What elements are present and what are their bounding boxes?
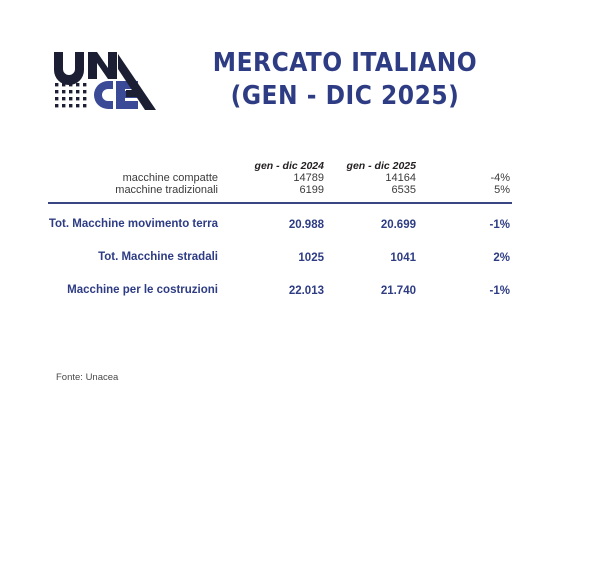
- row-value-2024: 1025: [298, 252, 324, 264]
- spacer: [48, 203, 512, 217]
- document-header: [0, 0, 600, 140]
- row-value-2025: 20.699: [380, 219, 416, 231]
- row-value-2025: 14164: [385, 172, 416, 184]
- row-value-2024: 20.988: [288, 219, 324, 231]
- column-header-change: [434, 160, 512, 172]
- table-header-row: [48, 160, 512, 172]
- table-divider: [48, 196, 512, 203]
- row-change: -4%: [490, 172, 510, 184]
- row-value-2025: 1041: [390, 252, 416, 264]
- page-title-line1: MERCATO ITALIANO: [212, 48, 478, 78]
- row-value-2024: 6199: [299, 184, 324, 196]
- page-title-line2: (GEN - DIC 2025): [230, 81, 460, 111]
- row-change: 2%: [493, 252, 510, 264]
- unacea-logo: [52, 50, 156, 112]
- source-note: Fonte: Unacea: [56, 372, 119, 383]
- page-title: [180, 47, 510, 113]
- column-header-2024: gen - dic 2024: [254, 160, 324, 172]
- table-row: [48, 184, 512, 196]
- table-row-total: [48, 283, 512, 297]
- row-value-2024: 14789: [293, 172, 324, 184]
- table-row-total: [48, 250, 512, 264]
- row-label: macchine compatte: [122, 172, 218, 184]
- column-header-label: [48, 160, 226, 172]
- row-value-2024: 22.013: [288, 285, 324, 297]
- row-value-2025: 21.740: [380, 285, 416, 297]
- row-change: -1%: [489, 219, 510, 231]
- row-label: Tot. Macchine stradali: [98, 251, 218, 263]
- spacer: [48, 231, 512, 250]
- table-row: [48, 172, 512, 184]
- spacer: [48, 264, 512, 283]
- row-change: -1%: [489, 285, 510, 297]
- column-header-2025: gen - dic 2025: [346, 160, 416, 172]
- row-label: Tot. Macchine movimento terra: [48, 218, 218, 230]
- row-change: 5%: [494, 184, 510, 196]
- row-value-2025: 6535: [391, 184, 416, 196]
- market-data-table: [48, 160, 512, 297]
- row-label: macchine tradizionali: [115, 184, 218, 196]
- row-label: Macchine per le costruzioni: [67, 284, 218, 296]
- table-row-total: [48, 217, 512, 231]
